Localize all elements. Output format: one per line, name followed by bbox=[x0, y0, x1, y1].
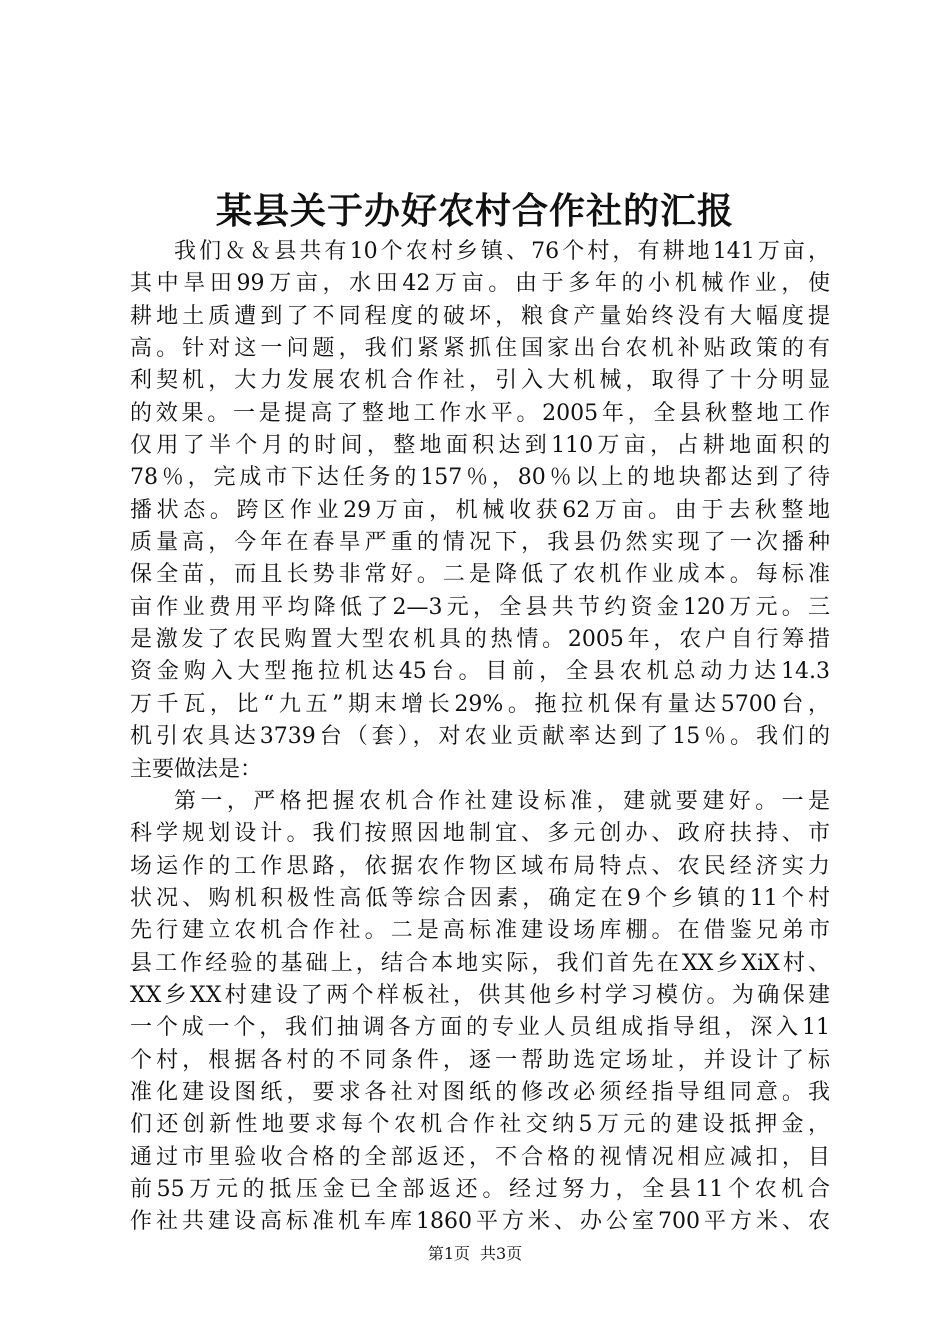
body-line: 资金购入大型拖拉机达45台。目前，全县农机总动力达14.3 bbox=[130, 659, 830, 685]
body-line: 作社共建设高标准机车库1860平方米、办公室700平方米、农 bbox=[130, 1209, 830, 1235]
body-line: XX乡XX村建设了两个样板社，供其他乡村学习模仿。为确保建 bbox=[130, 982, 830, 1008]
body-line: 前55万元的抵压金已全部返还。经过努力，全县11个农机合 bbox=[130, 1176, 830, 1202]
body-line: 播状态。跨区作业29万亩，机械收获62万亩。由于去秋整地 bbox=[130, 497, 830, 523]
page-total: 共3页 bbox=[480, 1244, 523, 1263]
body-line: 万千瓦，比“九五”期末增长29%。拖拉机保有量达5700台， bbox=[130, 691, 830, 717]
body-line: 一个成一个，我们抽调各方面的专业人员组成指导组，深入11 bbox=[130, 1015, 830, 1041]
body-line: 高。针对这一问题，我们紧紧抓住国家出台农机补贴政策的有 bbox=[130, 336, 830, 362]
body-line: 县工作经验的基础上，结合本地实际，我们首先在XX乡XiX村、 bbox=[130, 950, 830, 976]
body-line: 保全苗，而且长势非常好。二是降低了农机作业成本。每标准 bbox=[130, 562, 830, 588]
body-line: 亩作业费用平均降低了2—3元，全县共节约资金120万元。三 bbox=[130, 594, 830, 620]
body-line: 通过市里验收合格的全部返还，不合格的视情况相应减扣，目 bbox=[130, 1144, 830, 1170]
body-line: 质量高，今年在春旱严重的情况下，我县仍然实现了一次播种 bbox=[130, 530, 830, 556]
body-line: 我们＆＆县共有10个农村乡镇、76个村，有耕地141万亩， bbox=[174, 239, 830, 264]
document-title: 某县关于办好农村合作社的汇报 bbox=[215, 190, 734, 232]
body-line: 的效果。一是提高了整地工作水平。2005年，全县秋整地工作 bbox=[130, 400, 830, 426]
body-line: 第一，严格把握农机合作社建设标准，建就要建好。一是 bbox=[174, 788, 830, 814]
page-footer bbox=[0, 1242, 950, 1266]
body-line: 准化建设图纸，要求各社对图纸的修改必须经指导组同意。我 bbox=[130, 1079, 830, 1105]
body-line: 是激发了农民购置大型农机具的热情。2005年，农户自行筹措 bbox=[130, 627, 830, 653]
body-line: 主要做法是： bbox=[130, 756, 263, 782]
body-line: 场运作的工作思路，依据农作物区域布局特点、农民经济实力 bbox=[130, 853, 830, 879]
body-line: 状况、购机积极性高低等综合因素，确定在9个乡镇的11个村 bbox=[130, 885, 830, 911]
body-line: 耕地土质遭到了不同程度的破坏，粮食产量始终没有大幅度提 bbox=[130, 303, 830, 329]
body-line: 们还创新性地要求每个农机合作社交纳5万元的建设抵押金， bbox=[130, 1112, 830, 1138]
body-line: 机引农具达3739台（套），对农业贡献率达到了15％。我们的 bbox=[130, 724, 830, 750]
body-line: 利契机，大力发展农机合作社，引入大机械，取得了十分明显 bbox=[130, 368, 830, 394]
body-line: 其中旱田99万亩，水田42万亩。由于多年的小机械作业，使 bbox=[130, 271, 830, 297]
body-line: 个村，根据各村的不同条件，逐一帮助选定场址，并设计了标 bbox=[130, 1047, 830, 1073]
page-number: 第1页 bbox=[427, 1244, 470, 1263]
body-line: 仅用了半个月的时间，整地面积达到110万亩，占耕地面积的 bbox=[130, 433, 830, 459]
body-line: 78％，完成市下达任务的157％，80％以上的地块都达到了待 bbox=[130, 465, 830, 491]
document-body bbox=[130, 236, 830, 1239]
body-line: 科学规划设计。我们按照因地制宜、多元创办、政府扶持、市 bbox=[130, 821, 830, 847]
body-line: 先行建立农机合作社。二是高标准建设场库棚。在借鉴兄弟市 bbox=[130, 918, 830, 944]
